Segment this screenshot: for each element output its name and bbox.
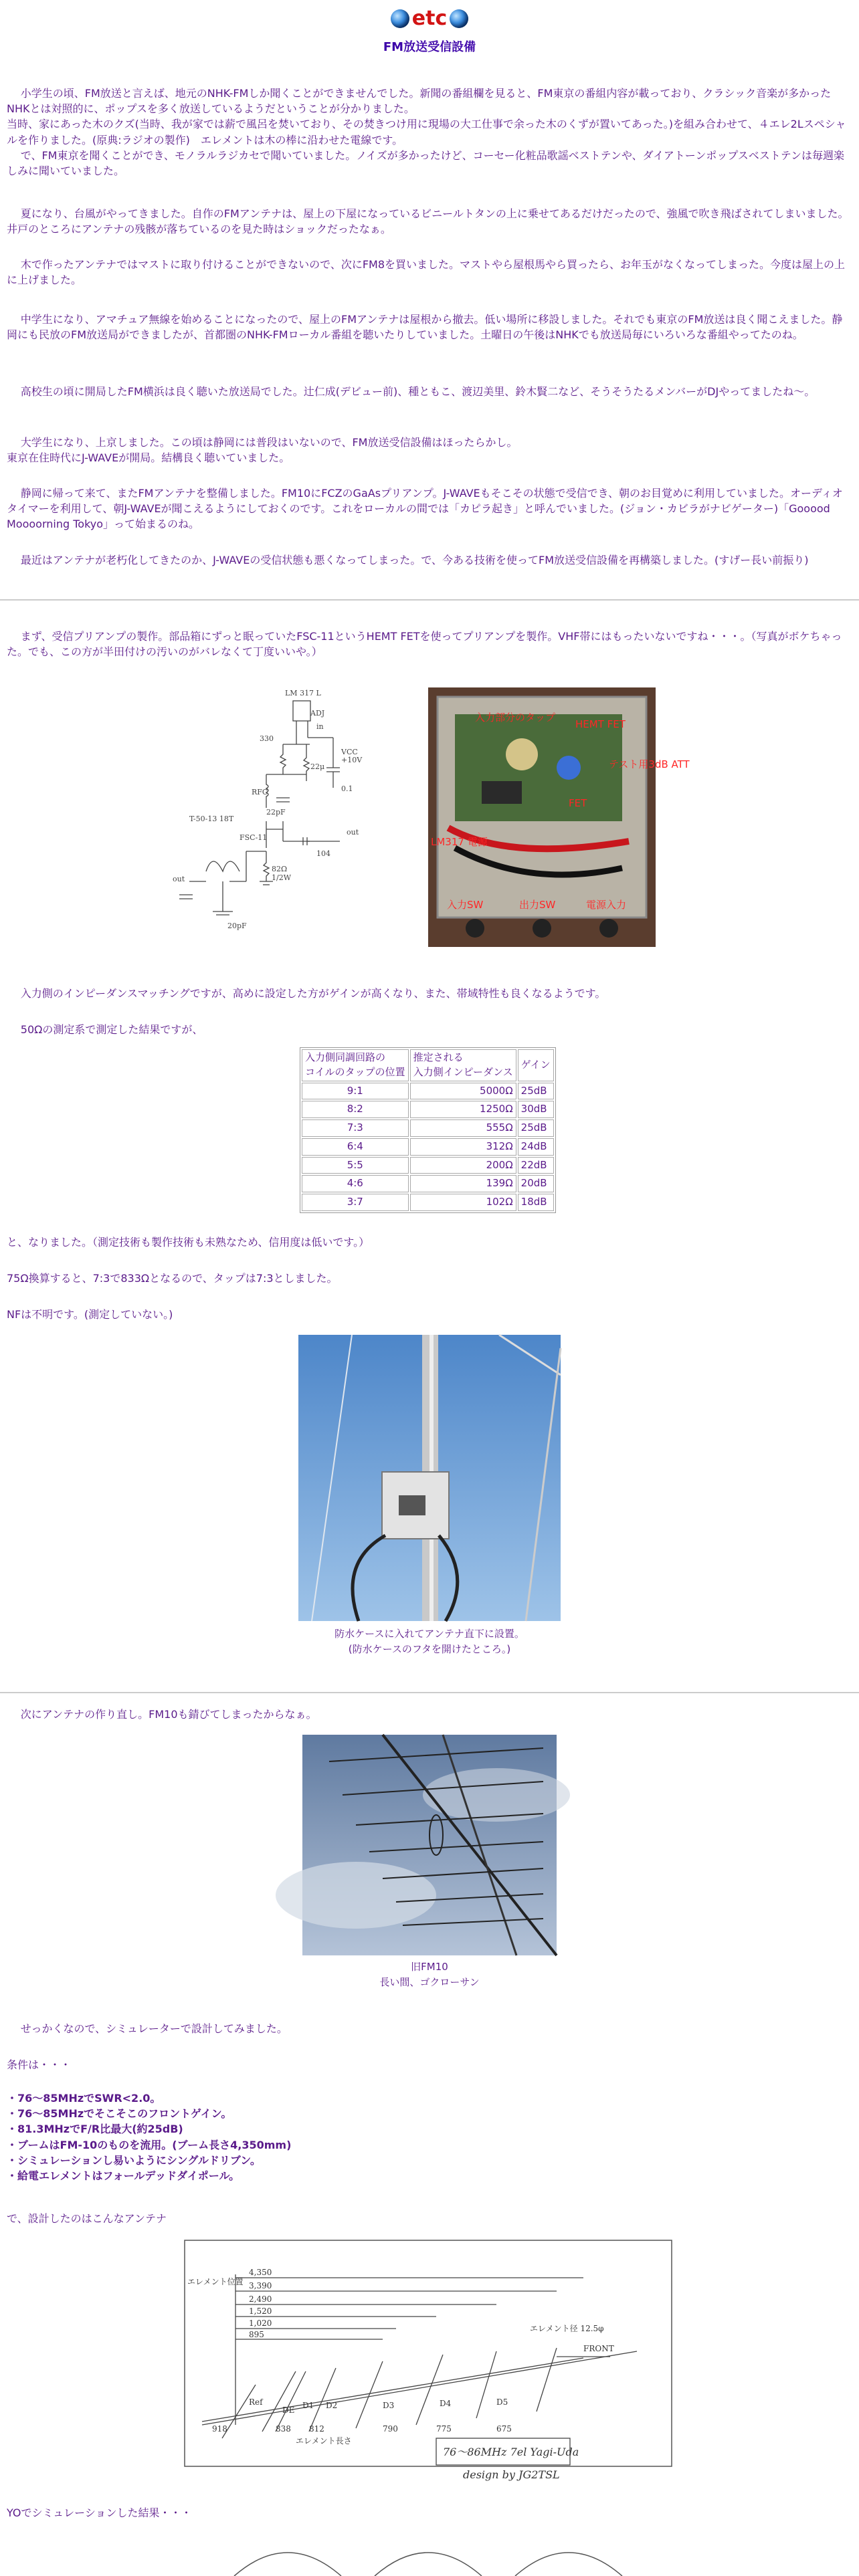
intro-paragraph-block [7,312,852,342]
drawing-label: 812 [309,2424,324,2434]
antenna-text [7,1707,852,1722]
intro-paragraph: 高校生の頃に開局したFM横浜は良く聴いた放送局でした。辻仁成(デビュー前)、種ともこ、渡辺美里、鈴木賢二など、そうそうたるメンバーがDJやってましたね〜。 [20,385,816,398]
photo-label: 電源入力 [586,899,627,911]
caption-line: 防水ケースに入れてアンテナ直下に設置。 [335,1628,524,1640]
antenna-paragraph: で、設計したのはこんなアンテナ [7,2212,167,2225]
preamp-paragraph: 50Ωの測定系で測定した結果ですが、 [20,1023,203,1036]
schematic-label: out [173,875,185,883]
table-cell: 102Ω [410,1194,516,1211]
table-cell: 5:5 [302,1157,409,1174]
antenna-text [7,2057,852,2072]
conditions-title: 条件は・・・ [7,2058,72,2071]
table-header-row [302,1049,554,1081]
drawing-label: 1,520 [249,2306,272,2316]
globe-icon [391,9,409,28]
photo-label: 入力SW [447,899,484,911]
intro-paragraph-block [7,552,852,568]
drawing-label: 838 [276,2424,291,2434]
preamp-paragraph: まず、受信プリアンプの製作。部品箱にずっと眠っていたFSC-11というHEMT FETを使ってプリアンプを製作。VHF帯にはもったいないですね・・・。（写真がボケちゃった。でも、この方が半田付けの汚いのがバレなくて丁度いいや。） [7,630,842,659]
table-cell: 6:4 [302,1138,409,1156]
drawing-label: 675 [496,2424,512,2434]
drawing-label: FRONT [583,2344,614,2353]
table-cell: 312Ω [410,1138,516,1156]
intro-paragraph: 静岡に帰って来て、またFMアンテナを整備しました。FM10にFCZのGaAsプリアンプ。J-WAVEもそこその状態で受信でき、朝のお目覚めに利用していました。オーディオタイマーを利用して、朝J-WAVEが聞こえるようにしておくのです。これをローカルの間では「カピラ起き」と呼んでいました。(ジョン・カビラがナビゲーター)「Gooood Moooorning Tokyo」って始まるのね。 [7,487,843,531]
schematic-label: 0.1 [341,784,353,793]
intro-paragraph-block [7,435,852,465]
table-cell: 7:3 [302,1119,409,1137]
antenna-paragraph: せっかくなので、シミュレーターで設計してみました。 [20,2022,288,2035]
antenna-paragraph: YOでシミュレーションした結果・・・ [7,2506,192,2519]
table-row [302,1175,554,1192]
schematic-label: 330 [260,734,274,743]
intro-section [7,86,852,179]
drawing-label: D1 [302,2401,314,2410]
condition-item: ・ブームはFM-10のものを流用。(ブーム長さ4,350mm) [7,2138,292,2151]
drawing-label: エレメント位置 [187,2277,244,2286]
drawing-label: Ref [249,2397,263,2407]
drawing-label: DE [282,2405,295,2415]
photo-label: HEMT FET [575,718,626,730]
table-cell: 25dB [518,1119,554,1137]
schematic-label: in [316,722,324,731]
intro-paragraph: 大学生になり、上京しました。この頃は静岡には普段はいないので、FM放送受信設備はほったらかし。 [20,436,518,449]
antenna-paragraph: 次にアンテナの作り直し。FM10も錆びてしまったからなぁ。 [20,1708,317,1721]
schematic-label: 104 [316,849,330,858]
schematic-label: 82Ω [272,865,288,873]
table-cell: 555Ω [410,1119,516,1137]
condition-item: ・81.3MHzでF/R比最大(約25dB) [7,2123,183,2136]
drawing-label: 2,490 [249,2294,272,2304]
antenna-text [7,2021,852,2036]
table-header: 入力側同調回路の コイルのタップの位置 [302,1049,409,1081]
drawing-label: D2 [326,2401,338,2410]
table-header: ゲイン [518,1049,554,1081]
page-title: FM放送受信設備 [383,39,476,54]
drawing-title: 76〜86MHz 7el Yagi-Uda [443,2446,579,2458]
table-cell: 22dB [518,1157,554,1174]
preamp-paragraph: 入力側のインピーダンスマッチングですが、高めに設定した方がゲインが高くなり、また、帯域特性も良くなるようです。 [20,987,606,1000]
intro-paragraph: で、FM東京を聞くことができ、モノラルラジカセで聞いていました。ノイズが多かったけど、コーセー化粧品歌謡ベストテンや、ダイアトーンポップスベストテンは毎週楽しみに聞いていました。 [7,148,844,177]
table-header: 推定される 入力側インピーダンス [410,1049,516,1081]
table-cell: 24dB [518,1138,554,1156]
drawing-label: 775 [436,2424,452,2434]
logo-text: etc [411,7,448,30]
photo-label: 入力部分のタップ [475,712,556,724]
antenna-design-drawing [182,2238,677,2484]
condition-item: ・給電エレメントはフォールデッドダイポール。 [7,2169,240,2182]
preamp-photo [428,687,690,947]
impedance-table [300,1047,556,1213]
table-cell: 18dB [518,1194,554,1211]
intro-paragraph: 小学生の頃、FM放送と言えば、地元のNHK-FMしか聞くことができませんでした。新聞の番組欄を見ると、FM東京の番組内容が載っており、クラシック音楽が多かったNHKとは対照的に、ポップスを多く放送しているようだということが分かりました。 [7,87,832,116]
simulation-plots-partial [227,2549,642,2576]
antenna-text [7,2505,852,2520]
drawing-label: エレメント径 12.5φ [530,2324,604,2333]
table-cell: 25dB [518,1083,554,1100]
condition-item: ・シミュレーションし易いようにシングルドリブン。 [7,2153,261,2167]
antenna-text [7,2211,852,2226]
intro-paragraph-block [7,384,852,399]
globe-icon [450,9,468,28]
photo-caption [7,1626,852,1656]
table-cell: 1250Ω [410,1101,516,1118]
intro-paragraph-block [7,206,852,237]
table-cell: 200Ω [410,1157,516,1174]
preamp-text [7,986,852,1001]
schematic-label: T-50-13 18T [189,815,234,823]
schematic-label: LM 317 L [285,689,321,697]
caption-line: 長い間、ゴクローサン [379,1975,480,1988]
photo-label: テスト用3dB ATT [609,758,690,770]
preamp-text [7,1307,852,1322]
mast-photo [298,1335,561,1621]
intro-paragraph: 木で作ったアンテナではマストに取り付けることができないので、次にFM8を買いました。マストやら屋根馬やら買ったら、お年玉がなくなってしまった。今度は屋上の上に上げました。 [7,258,846,287]
photo-caption [7,1959,852,1990]
drawing-label: D3 [383,2401,395,2410]
table-cell: 9:1 [302,1083,409,1100]
drawing-label: 790 [383,2424,398,2434]
preamp-intro [7,629,852,659]
intro-paragraph: 東京在住時代にJ-WAVEが開局。結構良く聴いていました。 [7,451,290,465]
table-row [302,1101,554,1118]
schematic-label: ADJ [310,709,325,718]
schematic-label: FSC-11 [240,833,268,842]
schematic-label: 20pF [227,922,247,930]
schematic-label: 22pF [266,808,286,817]
table-cell: 4:6 [302,1175,409,1192]
table-cell: 3:7 [302,1194,409,1211]
preamp-paragraph: と、なりました。（測定技術も製作技術も未熟なため、信用度は低いです。） [7,1236,370,1249]
preamp-paragraph: 75Ω換算すると、7:3で833Ωとなるので、タップは7:3としました。 [7,1272,338,1285]
conditions-list [7,2090,852,2183]
section-divider [0,1692,859,1693]
photo-label: 出力SW [519,899,556,911]
drawing-title: design by JG2TSL [463,2468,560,2481]
intro-paragraph-block [7,486,852,532]
intro-paragraph: 最近はアンテナが老朽化してきたのか、J-WAVEの受信状態も悪くなってしまった。で、今ある技術を使ってFM放送受信設備を再構築しました。(すげー長い前振り) [20,554,809,566]
table-cell: 8:2 [302,1101,409,1118]
table-cell: 139Ω [410,1175,516,1192]
caption-line: 旧FM10 [411,1961,448,1973]
section-divider [0,599,859,601]
table-row [302,1194,554,1211]
table-row [302,1119,554,1137]
old-fm10-photo [302,1735,557,1955]
caption-line: (防水ケースのフタを開けたところ。) [348,1642,511,1655]
table-cell: 5000Ω [410,1083,516,1100]
schematic-label: 1/2W [272,873,292,882]
table-cell: 30dB [518,1101,554,1118]
drawing-label: 1,020 [249,2319,272,2328]
table-cell: 20dB [518,1175,554,1192]
intro-paragraph: 夏になり、台風がやってきました。自作のFMアンテナは、屋上の下屋になっているビニールトタンの上に乗せてあるだけだったので、強風で吹き飛ばされてしまいました。井戸のところにアンテナの残骸が落ちているのを見た時はショックだったなぁ。 [7,207,849,236]
condition-item: ・76〜85MHzでSWR<2.0。 [7,2092,161,2105]
drawing-label: D5 [496,2397,508,2407]
preamp-text [7,1271,852,1286]
drawing-label: エレメント長さ [296,2436,352,2446]
page-header [0,0,859,56]
site-logo[interactable] [391,4,468,33]
intro-paragraph-block [7,257,852,288]
drawing-label: 4,350 [249,2268,272,2277]
drawing-label: D4 [440,2399,452,2408]
table-row [302,1157,554,1174]
photo-label: FET [569,797,587,809]
preamp-paragraph: NFは不明です。(測定していない。) [7,1308,173,1321]
drawing-label: 895 [249,2330,264,2339]
preamp-text [7,1235,852,1250]
schematic-label: +10V [341,756,363,764]
condition-item: ・76〜85MHzでそこそこのフロントゲイン。 [7,2107,232,2121]
preamp-text [7,1022,852,1037]
schematic-label: RFC [252,788,268,796]
drawing-label: 3,390 [249,2281,272,2290]
drawing-label: 918 [212,2424,227,2434]
schematic-label: out [347,828,359,837]
schematic-label: VCC [341,748,358,756]
table-row [302,1138,554,1156]
intro-paragraph: 中学生になり、アマチュア無線を始めることになったので、屋上のFMアンテナは屋根から撤去。低い場所に移設しました。それでも東京のFM放送は良く聞こえました。静岡にも民放のFM放送局ができましたが、首都圏のNHK-FMローカル番組を聴いたりしていました。土曜日の午後はNHKでも放送局毎にいろいろな番組やってたのね。 [7,313,843,342]
schematic-label: 22μ [310,762,325,771]
photo-label: LM317 電源 [431,836,488,848]
preamp-schematic [166,681,407,948]
table-row [302,1083,554,1100]
intro-paragraph: 当時、家にあった木のクズ(当時、我が家では薪で風呂を焚いており、その焚きつけ用に現場の大工仕事で余った木のくずが置いてあった。)を組み合わせて、４エレ2Lスペシャルを作りました。(原典:ラジオの製作) エレメントは木の棒に沿わせた電線です。 [7,118,846,146]
